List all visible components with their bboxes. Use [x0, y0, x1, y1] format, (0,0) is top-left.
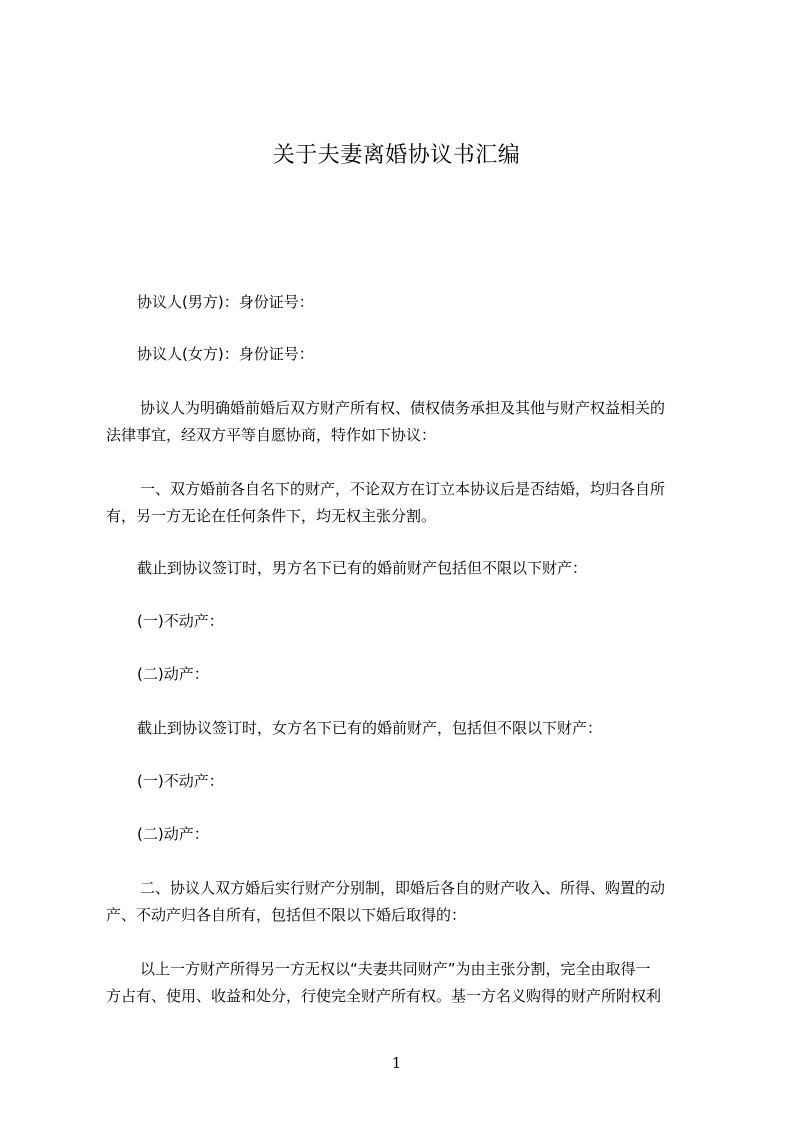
clause-3-line-2: 方占有、使用、收益和处分，行使完全财产所有权。基一方名义购得的财产所附权利: [106, 987, 662, 1005]
clause-1-line-2: 有，另一方无论在任何条件下，均无权主张分割。: [106, 507, 437, 525]
intro-line-1: 协议人为明确婚前婚后双方财产所有权、债权债务承担及其他与财产权益相关的: [140, 399, 666, 417]
document-title: 关于夫妻离婚协议书汇编: [272, 143, 521, 168]
male-real-estate: (一)不动产：: [137, 612, 224, 630]
male-property-intro: 截止到协议签订时，男方名下已有的婚前财产包括但不限以下财产：: [137, 559, 588, 577]
clause-2-line-2: 产、不动产归各自所有，包括但不限以下婚后取得的：: [106, 906, 467, 924]
clause-3-line-1: 以上一方财产所得另一方无权以“夫妻共同财产”为由主张分割，完全由取得一: [140, 960, 651, 978]
intro-line-2: 法律事宜，经双方平等自愿协商，特作如下协议：: [106, 426, 437, 444]
male-movable: (二)动产：: [137, 665, 209, 683]
female-property-intro: 截止到协议签订时，女方名下已有的婚前财产，包括但不限以下财产：: [137, 719, 603, 737]
clause-2-line-1: 二、协议人双方婚后实行财产分别制，即婚后各自的财产收入、所得、购置的动: [140, 879, 666, 897]
party-female-line: 协议人(女方)：身份证号：: [137, 345, 314, 363]
page-number: 1: [391, 1054, 402, 1072]
clause-1-line-1: 一、双方婚前各自名下的财产，不论双方在订立本协议后是否结婚，均归各自所: [140, 480, 666, 498]
party-male-line: 协议人(男方)：身份证号：: [137, 293, 314, 311]
female-movable: (二)动产：: [137, 825, 209, 843]
female-real-estate: (一)不动产：: [137, 772, 224, 790]
